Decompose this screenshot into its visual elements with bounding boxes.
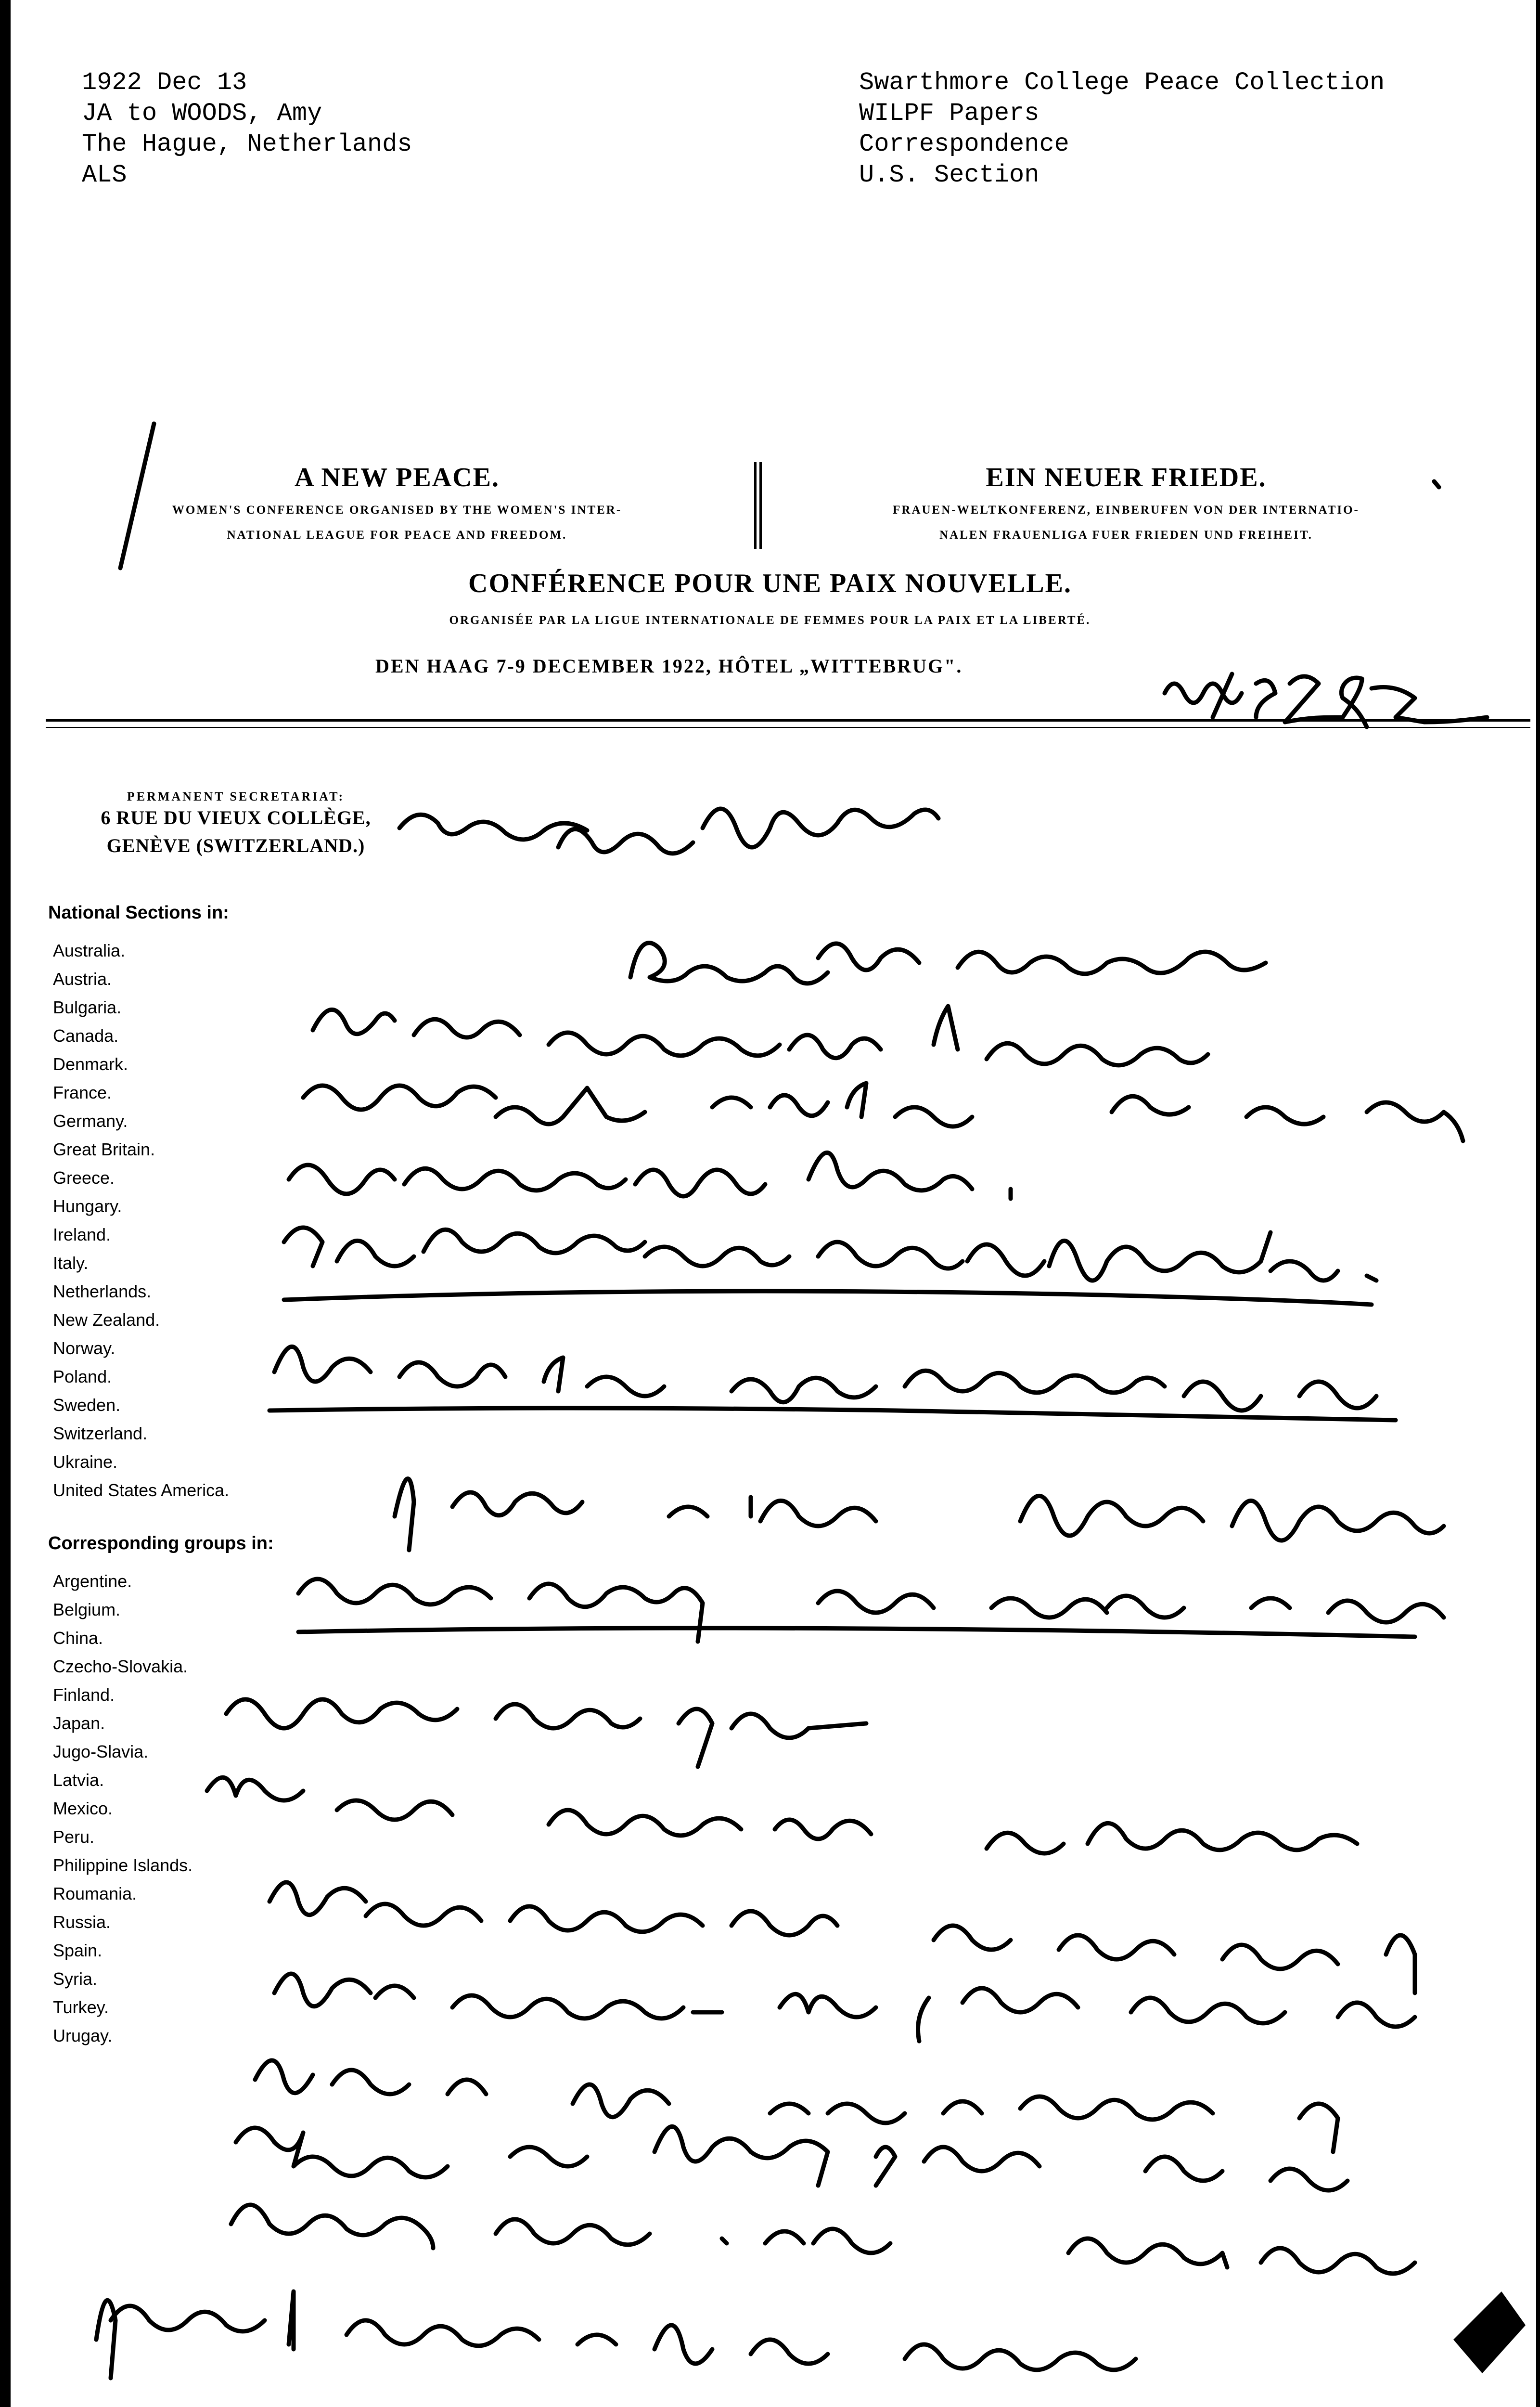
- national-section-item: New Zealand.: [53, 1310, 160, 1330]
- corresponding-group-item: Russia.: [53, 1912, 111, 1932]
- national-section-item: Netherlands.: [53, 1281, 152, 1301]
- handwritten-line: [96, 2291, 1136, 2378]
- national-section-item: Ireland.: [53, 1225, 111, 1244]
- secretariat-city: GENÈVE (SWITZERLAND.): [106, 835, 365, 856]
- letterhead-en-sub-line2: NATIONAL LEAGUE FOR PEACE AND FREEDOM.: [227, 529, 567, 542]
- corresponding-group-item: Urugay.: [53, 2026, 113, 2045]
- corresponding-group-item: Jugo-Slavia.: [53, 1742, 149, 1761]
- national-section-item: Bulgaria.: [53, 997, 122, 1017]
- corresponding-group-item: Philippine Islands.: [53, 1855, 193, 1875]
- corresponding-group-item: Belgium.: [53, 1600, 121, 1619]
- archive-series: Correspondence: [859, 130, 1069, 158]
- letterhead-en-sub-line1: WOMEN'S CONFERENCE ORGANISED BY THE WOMEN'S INTER-: [172, 504, 622, 517]
- letterhead-de-sub-line1: FRAUEN-WELTKONFERENZ, EINBERUFEN VON DER INTERNATIO-: [893, 504, 1360, 517]
- national-section-item: United States America.: [53, 1480, 230, 1500]
- archive-papers: WILPF Papers: [859, 99, 1040, 128]
- handwritten-line: [226, 1699, 866, 1767]
- archive-collection: Swarthmore College Peace Collection: [859, 68, 1385, 97]
- handwritten-line: [399, 809, 938, 854]
- handwritten-line: [303, 1083, 1463, 1141]
- handwritten-line: [255, 2060, 1338, 2152]
- handwritten-line: [270, 1882, 1415, 1993]
- handwritten-underline: [270, 1408, 1396, 1420]
- archive-place: The Hague, Netherlands: [82, 130, 412, 158]
- corresponding-group-item: Peru.: [53, 1827, 95, 1847]
- handwritten-line: [274, 1346, 1376, 1411]
- national-section-item: Norway.: [53, 1338, 116, 1358]
- national-section-item: Great Britain.: [53, 1139, 155, 1159]
- corresponding-group-item: Roumania.: [53, 1884, 137, 1903]
- handwritten-line: [236, 2126, 1348, 2190]
- secretariat-street: 6 RUE DU VIEUX COLLÈGE,: [101, 807, 371, 828]
- corresponding-group-item: Czecho-Slovakia.: [53, 1656, 188, 1676]
- handwritten-line: [207, 1777, 1357, 1853]
- national-section-item: Austria.: [53, 969, 112, 989]
- national-section-item: Poland.: [53, 1367, 112, 1386]
- national-sections-heading: National Sections in:: [48, 903, 229, 923]
- handwritten-underline: [298, 1628, 1415, 1637]
- national-section-item: Greece.: [53, 1168, 115, 1188]
- corresponding-group-item: Japan.: [53, 1713, 105, 1733]
- secretariat-title: PERMANENT SECRETARIAT:: [127, 789, 345, 803]
- archive-correspondents: JA to WOODS, Amy: [82, 99, 322, 128]
- corresponding-group-item: China.: [53, 1628, 103, 1648]
- corresponding-group-item: Turkey.: [53, 1997, 109, 2017]
- archive-date: 1922 Dec 13: [82, 68, 247, 97]
- corresponding-group-item: Finland.: [53, 1685, 115, 1705]
- letterhead-fr-title: CONFÉRENCE POUR UNE PAIX NOUVELLE.: [468, 569, 1072, 598]
- letterhead-pen-mark: [120, 424, 154, 568]
- handwritten-line: [395, 1479, 1444, 1550]
- handwritten-line: [231, 2205, 1415, 2274]
- archive-format: ALS: [82, 161, 127, 189]
- national-section-item: Australia.: [53, 941, 126, 960]
- national-section-item: Sweden.: [53, 1395, 121, 1415]
- handwritten-date: [1165, 674, 1487, 727]
- letterhead-fr-subtitle: ORGANISÉE PAR LA LIGUE INTERNATIONALE DE FEMMES POUR LA PAIX ET LA LIBERTÉ.: [449, 614, 1091, 627]
- corresponding-group-item: Syria.: [53, 1969, 98, 1989]
- letterhead-en-title: A NEW PEACE.: [295, 463, 500, 492]
- national-section-item: Hungary.: [53, 1196, 122, 1216]
- handwritten-mark: [1434, 481, 1439, 487]
- national-section-item: Switzerland.: [53, 1423, 148, 1443]
- letterhead-de-sub-line2: NALEN FRAUENLIGA FUER FRIEDEN UND FREIHEIT.: [939, 529, 1313, 542]
- letterhead-venue: DEN HAAG 7-9 DECEMBER 1922, HÔTEL „WITTEBRUG".: [375, 655, 963, 677]
- corresponding-group-item: Latvia.: [53, 1770, 104, 1790]
- handwritten-line: [274, 1974, 1415, 2041]
- national-section-item: Canada.: [53, 1026, 119, 1046]
- handwritten-underline: [284, 1291, 1372, 1305]
- handwritten-line: [284, 1228, 1376, 1281]
- handwritten-line: [289, 1152, 1011, 1199]
- handwritten-line: [313, 1006, 1208, 1065]
- archive-section: U.S. Section: [859, 161, 1040, 189]
- corresponding-group-item: Spain.: [53, 1941, 103, 1960]
- national-section-item: Italy.: [53, 1253, 89, 1273]
- corresponding-groups-heading: Corresponding groups in:: [48, 1533, 274, 1553]
- page-corner-fold: [1453, 2291, 1526, 2373]
- letterhead-de-title: EIN NEUER FRIEDE.: [986, 463, 1267, 492]
- handwritten-line: [630, 943, 1266, 984]
- national-section-item: Ukraine.: [53, 1452, 118, 1472]
- corresponding-group-item: Mexico.: [53, 1799, 113, 1818]
- national-section-item: Germany.: [53, 1111, 128, 1131]
- corresponding-group-item: Argentine.: [53, 1571, 132, 1591]
- national-section-item: France.: [53, 1083, 112, 1102]
- national-section-item: Denmark.: [53, 1054, 128, 1074]
